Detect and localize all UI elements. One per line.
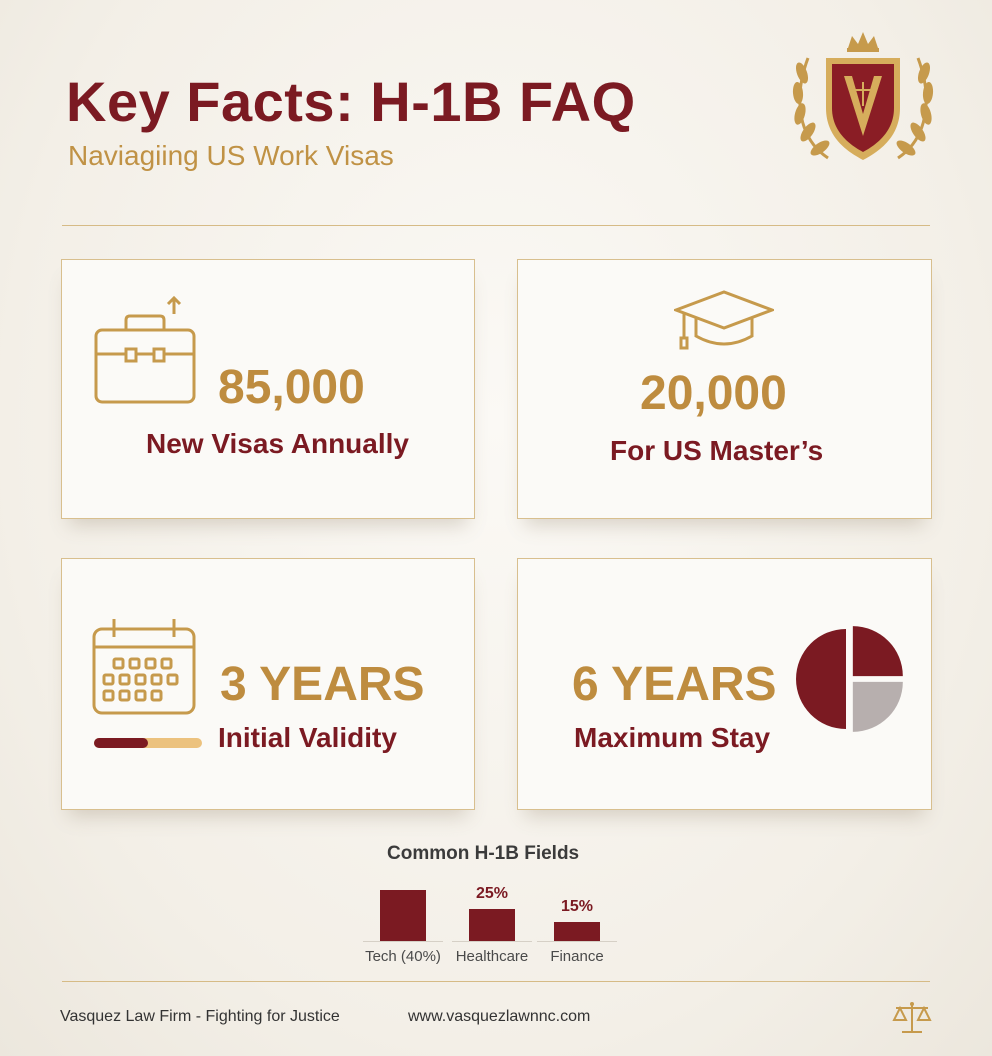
footer-divider — [62, 981, 930, 982]
bar-data-label: 25% — [475, 885, 509, 902]
pie-chart-icon — [792, 623, 912, 733]
fact-label: Maximum Stay — [574, 722, 771, 753]
bar-baseline — [452, 941, 532, 942]
bar-category-label: Tech (40%) — [365, 948, 441, 965]
footer-url-link[interactable]: www.vasquezlawnnc.com — [408, 1008, 591, 1025]
validity-progress-bar — [94, 738, 202, 748]
bar-data-label: 15% — [560, 897, 594, 915]
header-divider — [62, 225, 930, 226]
pie-slice-large — [796, 629, 846, 729]
fact-card-us-masters — [517, 259, 932, 519]
bar-1 — [469, 909, 515, 941]
scales-of-justice-icon — [892, 1000, 932, 1036]
pie-slice-top-right — [853, 626, 903, 676]
page-title: Key Facts: H-1B FAQ — [66, 70, 636, 133]
fact-label: For US Master’s — [610, 435, 824, 466]
chart-title: Common H-1B Fields — [387, 843, 580, 864]
law-firm-crest-logo — [788, 28, 938, 168]
footer-firm-name: Vasquez Law Firm - Fighting for Justice — [60, 1008, 340, 1025]
bar-baseline — [537, 941, 617, 942]
fact-value: 6 YEARS — [572, 658, 777, 711]
fact-card-maximum-stay — [517, 558, 932, 810]
pie-slice-gray — [853, 682, 903, 732]
graduation-cap-icon — [674, 290, 774, 350]
fact-value: 3 YEARS — [220, 658, 425, 711]
bar-2 — [554, 922, 600, 941]
fact-value: 85,000 — [218, 361, 365, 414]
briefcase-arrow-icon — [90, 294, 200, 404]
page-subtitle: Naviagiing US Work Visas — [68, 140, 394, 171]
fact-label: New Visas Annually — [146, 428, 409, 459]
calendar-icon — [90, 617, 200, 717]
fact-card-new-visas — [61, 259, 475, 519]
fact-card-initial-validity — [61, 558, 475, 810]
bar-0 — [380, 890, 426, 941]
bar-baseline — [363, 941, 443, 942]
fact-value: 20,000 — [640, 367, 787, 420]
bar-category-label: Finance — [550, 948, 604, 965]
fact-label: Initial Validity — [218, 722, 397, 753]
bar-category-label: Healthcare — [455, 948, 529, 965]
